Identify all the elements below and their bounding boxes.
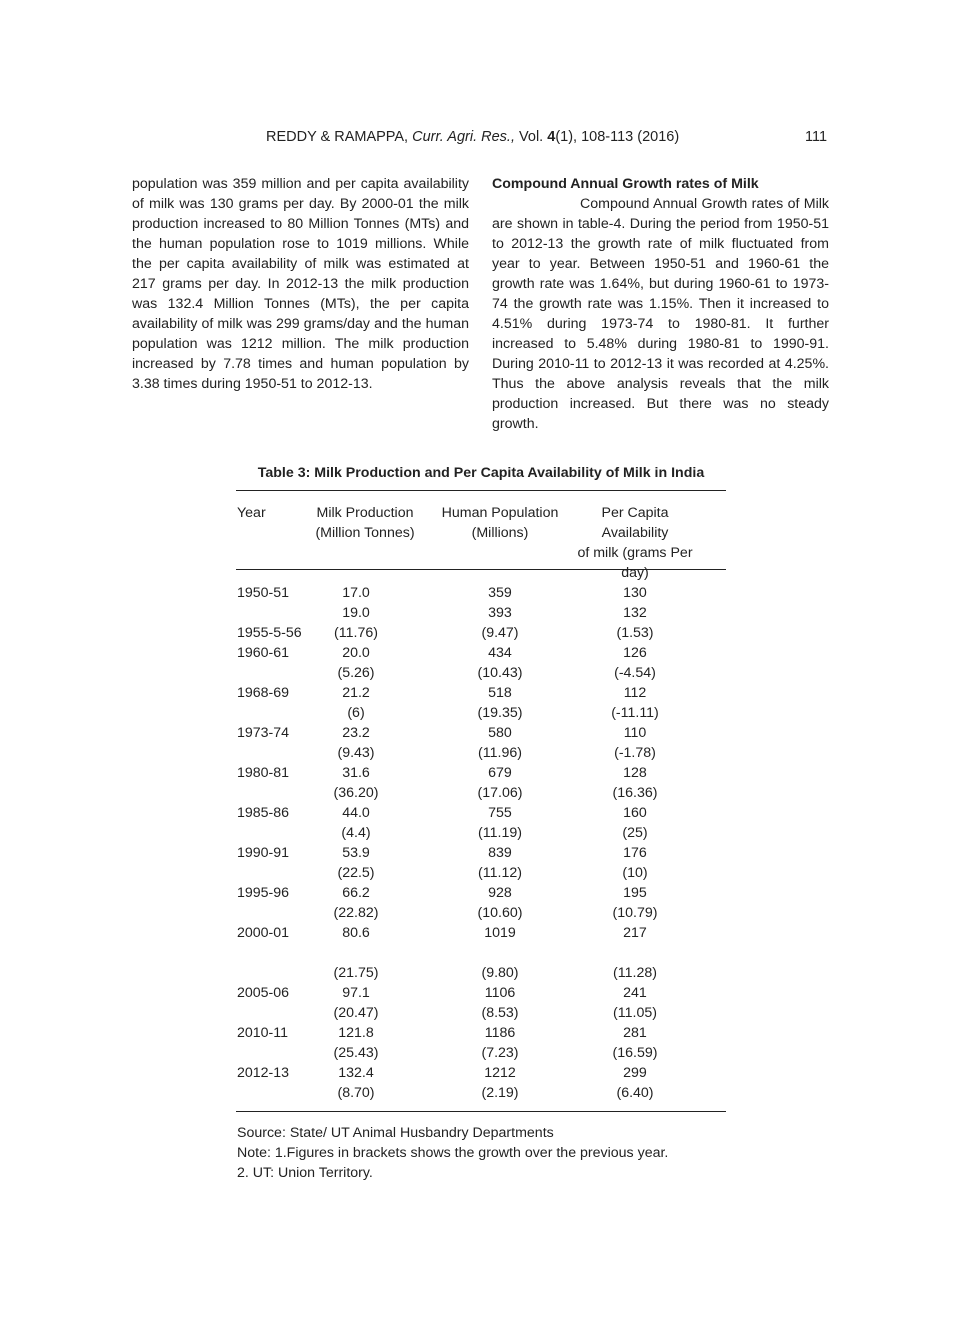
header-pop-line-1: Human Population [441,505,559,521]
row-per-capita: (6.40) [616,1085,654,1101]
header-pc-line-1: Per Capita [601,505,669,521]
table-row [236,723,726,743]
row-human-population: (10.60) [477,905,523,921]
table-row [236,623,726,643]
row-milk-production: 44.0 [342,805,370,821]
running-header [0,129,960,149]
row-human-population: (11.96) [478,745,522,761]
row-human-population: 580 [488,725,512,741]
header-vol-suffix: (1), 108-113 (2016) [555,129,680,145]
row-per-capita: 281 [623,1025,647,1041]
row-human-population: 359 [488,585,512,601]
row-year: 1990-91 [237,845,290,861]
table-note-2: 2. UT: Union Territory. [237,1165,373,1181]
row-human-population: (2.19) [481,1085,519,1101]
row-milk-production: (22.5) [337,865,375,881]
table-row [236,1003,726,1023]
row-milk-production: 121.8 [338,1025,374,1041]
page-number: 111 [805,129,828,145]
row-per-capita: (-4.54) [614,665,656,681]
table-row [236,1023,726,1043]
row-year: 1995-96 [237,885,290,901]
row-milk-production: (36.20) [333,785,379,801]
header-milk-production [300,503,430,543]
row-milk-production: 23.2 [342,725,370,741]
row-milk-production: (11.76) [334,625,378,641]
table-row [236,763,726,783]
header-pop-line-2: (Millions) [471,525,529,541]
table-row [236,683,726,703]
row-year: 1980-81 [237,765,290,781]
table-title: Table 3: Milk Production and Per Capita Availability of Milk in India [257,465,705,481]
row-human-population: (10.43) [477,665,523,681]
row-human-population: (19.35) [477,705,523,721]
header-vol-prefix: Vol. [514,129,548,145]
row-milk-production: 20.0 [342,645,370,661]
row-milk-production: (9.43) [337,745,375,761]
row-human-population: 1019 [484,925,516,941]
table-row [236,703,726,723]
row-milk-production: 19.0 [342,605,370,621]
row-milk-production: (8.70) [337,1085,375,1101]
row-per-capita: 195 [623,885,647,901]
table-row [236,1043,726,1063]
header-vol-number: 4 [547,129,556,145]
table-row [236,903,726,923]
table-row [236,963,726,983]
row-milk-production: (4.4) [341,825,371,841]
row-milk-production: 97.1 [342,985,370,1001]
row-year: 2000-01 [237,925,290,941]
row-human-population: 1186 [484,1025,516,1041]
row-human-population: 393 [488,605,512,621]
table-note-1: Note: 1.Figures in brackets shows the growth over the previous year. [237,1145,669,1161]
section-heading: Compound Annual Growth rates of Milk [492,176,759,192]
row-year: 1960-61 [237,645,290,661]
row-milk-production: 31.6 [342,765,370,781]
row-per-capita: (16.59) [612,1045,658,1061]
row-human-population: 839 [488,845,512,861]
row-human-population: (17.06) [477,785,523,801]
row-per-capita: 176 [623,845,647,861]
row-per-capita: 130 [623,585,647,601]
row-milk-production: (20.47) [333,1005,379,1021]
row-human-population: (9.47) [481,625,519,641]
right-column [492,174,829,434]
row-per-capita: (-11.11) [611,705,659,721]
row-year: 1985-86 [237,805,290,821]
row-milk-production: 80.6 [342,925,370,941]
row-per-capita: (10) [622,865,648,881]
row-year: 1968-69 [237,685,290,701]
table-body [236,583,726,1103]
row-per-capita: (25) [622,825,648,841]
row-human-population: 518 [488,685,512,701]
table-row [236,663,726,683]
row-per-capita: 128 [623,765,647,781]
header-milk-line-1: Milk Production [316,505,414,521]
right-paragraph: Compound Annual Growth rates of Milk are shown in table-4. During the period from 1950-51 to 2012-13 the growth rate of milk fluctuated from year to year. Between 1950-51 and 1960-61 the growth rate was 1.64%, but during 1960-61 to 1973-74 the growth rate was 1.15%. Then it increased to 4.51% during 1973-74 to 1980-81. It further increased to 5.48% during 1980-81 to 1990-91. During 2010-11 to 2012-13 it was recorded at 4.25%. Thus the above analysis reveals that the milk production increased. But there was no steady growth. [492,196,829,432]
row-human-population: 1106 [484,985,516,1001]
header-citation [266,129,679,145]
table-top-rule [236,490,726,491]
header-pc-line-2: Availability [601,525,669,541]
header-journal: Curr. Agri. Res., [412,129,515,145]
row-per-capita: (10.79) [612,905,658,921]
row-per-capita: (11.05) [613,1005,657,1021]
row-per-capita: 299 [623,1065,647,1081]
row-year: 1955-5-56 [237,625,302,641]
row-milk-production: (25.43) [333,1045,379,1061]
row-per-capita: (-1.78) [614,745,656,761]
row-year: 2010-11 [237,1025,289,1041]
table-row [236,603,726,623]
row-per-capita: 160 [623,805,647,821]
row-per-capita: 132 [623,605,647,621]
row-year: 1950-51 [237,585,290,601]
row-milk-production: 17.0 [342,585,370,601]
header-milk-line-2: (Million Tonnes) [315,525,415,541]
row-human-population: (11.19) [478,825,522,841]
row-human-population: (7.23) [481,1045,519,1061]
row-milk-production: (5.26) [337,665,375,681]
table-row [236,1083,726,1103]
row-milk-production: (22.82) [333,905,379,921]
table-row [236,643,726,663]
table-row [236,783,726,803]
row-human-population: (11.12) [478,865,522,881]
table-source: Source: State/ UT Animal Husbandry Departments [237,1125,554,1141]
row-per-capita: 112 [623,685,647,701]
row-human-population: 1212 [484,1065,516,1081]
row-milk-production: 66.2 [342,885,370,901]
row-per-capita: (11.28) [613,965,657,981]
row-milk-production: 132.4 [338,1065,374,1081]
left-paragraph: population was 359 million and per capita availability of milk was 130 grams per day. By 2000-01 the milk production increased to 80 Million Tonnes (MTs) and the human population rose to 1019 millions. While the per capita availability of milk was estimated at 217 grams per day. In 2012-13 the milk production was 132.4 Million Tonnes (MTs), the per capita availability of milk was 299 grams/day and the human population was 1212 million. The milk production increased by 7.78 times and human population by 3.38 times during 1950-51 to 2012-13. [132,176,469,392]
row-per-capita: (1.53) [616,625,654,641]
row-per-capita: 217 [623,925,647,941]
table-bottom-rule [236,1111,726,1112]
header-human-population [432,503,568,543]
row-human-population: (8.53) [481,1005,519,1021]
table-row [236,803,726,823]
table-row [236,1063,726,1083]
row-human-population: 755 [488,805,512,821]
table-row [236,863,726,883]
row-year: 2012-13 [237,1065,290,1081]
table-row [236,923,726,943]
row-milk-production: (6) [347,705,365,721]
table-row [236,943,726,963]
table-header-rule [236,569,726,570]
row-per-capita: 110 [623,725,647,741]
row-year: 2005-06 [237,985,290,1001]
header-year: Year [237,505,266,521]
table-row [236,583,726,603]
row-per-capita: (16.36) [612,785,658,801]
table-row [236,823,726,843]
row-human-population: 928 [488,885,512,901]
table-row [236,983,726,1003]
row-milk-production: 53.9 [342,845,370,861]
row-human-population: (9.80) [481,965,519,981]
row-year: 1973-74 [237,725,290,741]
header-pc-line-3: of milk (grams Per day) [577,545,693,581]
header-per-capita [565,503,705,583]
row-milk-production: (21.75) [333,965,379,981]
row-milk-production: 21.2 [342,685,370,701]
table-notes [237,1123,668,1183]
row-per-capita: 126 [623,645,647,661]
table-row [236,743,726,763]
row-per-capita: 241 [623,985,647,1001]
row-human-population: 679 [488,765,512,781]
row-human-population: 434 [488,645,512,661]
left-column [132,174,469,394]
table-row [236,843,726,863]
header-authors: REDDY & RAMAPPA, [266,129,413,145]
table-row [236,883,726,903]
